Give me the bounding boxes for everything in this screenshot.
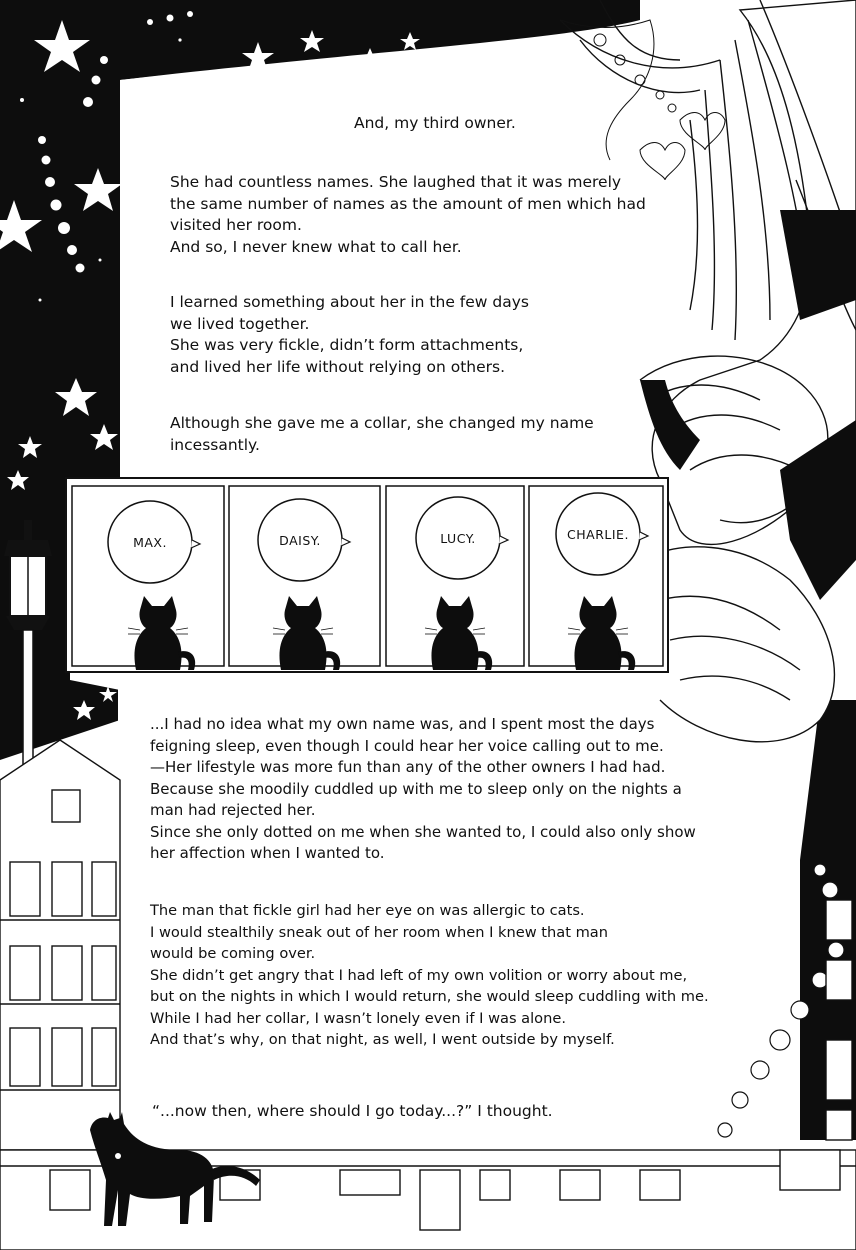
bubble-text-daisy: DAISY. [279, 533, 321, 548]
narration-line: And so, I never knew what to call her. [170, 237, 462, 256]
bubble-text-max: MAX. [133, 535, 167, 550]
narration-line: feigning sleep, even though I could hear her voice calling out to me. [150, 736, 664, 755]
narration-line: man had rejected her. [150, 801, 316, 819]
narration-line: would be coming over. [150, 945, 316, 962]
narration-line: but on the nights in which I would return, she would sleep cuddling with me. [150, 988, 709, 1005]
narration-line: While I had her collar, I wasn’t lonely even if I was alone. [150, 1009, 566, 1027]
narration-line: —Her lifestyle was more fun than any of the other owners I had had. [150, 758, 666, 776]
narration-line: ...I had no idea what my own name was, and I spent most the days [150, 715, 655, 733]
narration-paragraph-5 [150, 900, 709, 1051]
narration-line: visited her room. [170, 216, 302, 234]
narration-paragraph-4 [150, 714, 696, 865]
narration-line: her affection when I wanted to. [150, 844, 385, 862]
narration-line: incessantly. [170, 435, 260, 454]
bubble-text-lucy: LUCY. [440, 531, 476, 546]
narration-line: And that’s why, on that night, as well, I went outside by myself. [150, 1031, 615, 1048]
narration-line: we lived together. [170, 314, 310, 333]
narration-line: She had countless names. She laughed that it was merely [170, 173, 622, 191]
narration-paragraph-3 [170, 413, 594, 456]
narration-line: The man that fickle girl had her eye on was allergic to cats. [150, 902, 585, 919]
narration-line: Because she moodily cuddled up with me to sleep only on the nights a [150, 779, 682, 798]
narration-line: the same number of names as the amount of men which had [170, 194, 646, 213]
narration-paragraph-1 [170, 172, 646, 258]
narration-line: Although she gave me a collar, she changed my name [170, 414, 594, 432]
narration-heading: And, my third owner. [354, 114, 516, 132]
narration-line: I would stealthily sneak out of her room when I knew that man [150, 923, 608, 941]
narration-line: and lived her life without relying on others. [170, 357, 506, 376]
narration-line: I learned something about her in the few days [170, 293, 529, 311]
narration-line: “...now then, where should I go today...?” I thought. [152, 1102, 553, 1120]
narration-line: Since she only dotted on me when she wanted to, I could also only show [150, 822, 696, 841]
narration-paragraph-6 [152, 1101, 553, 1123]
townhouse-left [0, 740, 120, 1150]
narration-line: She didn’t get angry that I had left of my own volition or worry about me, [150, 966, 688, 984]
narration-line: She was very fickle, didn’t form attachments, [170, 336, 524, 354]
narration-paragraph-2 [170, 292, 529, 378]
bubble-text-charlie: CHARLIE. [567, 527, 629, 542]
